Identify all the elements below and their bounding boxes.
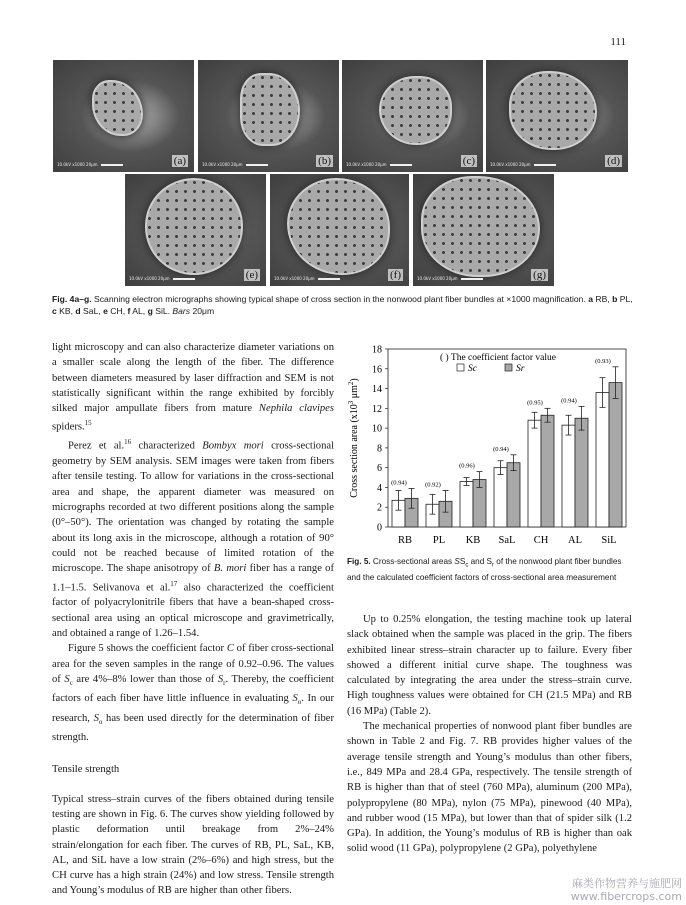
scale-bar xyxy=(173,278,195,280)
right-paragraph-1: Up to 0.25% elongation, the testing machine took up lateral slack obtained when the sample was placed in the grip. The fibers exhibited linear stress–strain character up to failure. Every fiber showed a different initial curve shape. The toughness was calculated by integrating the area under the stress–strain curve. High toughness values were obtained for CH (21.5 MPa) and RB (16 MPa) (Table 2). xyxy=(347,614,632,717)
micrograph-info: 10.0kV x1000 20μm xyxy=(129,276,170,281)
micrograph-label: (c) xyxy=(462,155,475,167)
scale-bar xyxy=(534,164,556,166)
scale-bar xyxy=(461,278,483,280)
watermark-url: www.fibercrops.com xyxy=(570,890,682,903)
x-category-label: AL xyxy=(568,535,582,546)
fiber-cross-section xyxy=(379,76,452,145)
micrograph-label: (d) xyxy=(607,155,620,167)
caption-panel-key: e CH, xyxy=(103,306,126,316)
micrograph-info: 10.0kV x1000 20μm xyxy=(274,276,315,281)
caption-panel-key: b PL, xyxy=(612,294,633,304)
caption-panel-key: a RB, xyxy=(588,294,610,304)
scale-bar xyxy=(246,164,268,166)
x-category-label: RB xyxy=(397,535,413,546)
legend-label: Sr xyxy=(516,364,525,374)
bar-Sr xyxy=(609,383,622,527)
micrograph-panel xyxy=(413,174,554,286)
fiber-cross-section xyxy=(92,80,143,136)
page-number: 111 xyxy=(610,36,626,48)
left-column xyxy=(52,340,334,899)
micrograph-label: (f) xyxy=(390,269,401,281)
y-tick-label: 4 xyxy=(377,482,382,494)
right-paragraph-2: The mechanical properties of nonwood plant fiber bundles are shown in Table 2 and Fig. 7. RB provides higher values of the average tensile strength and Young’s modulus than other fibers, i.e., 849 MPa and 28.4 GPa, respectively. The tensile strength of RB is higher than that of steel (760 MPa), aluminum (200 MPa), polypropylene (80 MPa), nylon (75 MPa), pinewood (40 MPa), and rubber wood (15 MPa), but lower than that of spider silk (1.2 GPa). In addition, the Young’s modulus of RB is higher than oak solid wood (11 GPa), polypropylene (2 GPa), polyethylene xyxy=(347,721,632,855)
micrograph-label: (a) xyxy=(173,155,186,167)
scale-bar xyxy=(318,278,340,280)
micrograph-label: (e) xyxy=(245,269,258,281)
figure4-caption-text: Scanning electron micrographs showing typical shape of cross section in the nonwood plant fiber bundles at ×1000 magnification. xyxy=(94,294,586,304)
y-tick-label: 12 xyxy=(372,403,382,415)
micrograph-panel xyxy=(125,174,266,286)
y-axis-label-part: Cross section area (x10 xyxy=(349,404,360,498)
y-tick-label: 0 xyxy=(377,522,382,534)
coefficient-label: (0.95) xyxy=(527,399,543,407)
micrograph-panel xyxy=(53,60,194,172)
coefficient-label: (0.94) xyxy=(561,397,577,405)
fiber-cross-section xyxy=(145,178,244,274)
fiber-cross-section xyxy=(421,176,539,277)
caption-panel-key: f AL, xyxy=(127,306,146,316)
right-column xyxy=(347,612,632,857)
caption-panel-key: c KB, xyxy=(52,306,74,316)
figure5-chart xyxy=(345,343,635,548)
y-tick-label: 16 xyxy=(372,364,382,376)
left-paragraph-1: light microscopy and can also characterize diameter variations on a smaller scale along the length of the fiber. The difference between diameters measured by laser diffraction and SEM is not statistically significant within the range exhibited by forcibly silked major ampullate fibers from mature Nephila clavipes spiders.$^{15}$ xyxy=(52,342,335,434)
figure4-caption-bars-value: 20μm xyxy=(192,306,215,316)
micrograph-label: (b) xyxy=(318,155,331,167)
micrograph-panel xyxy=(486,60,628,172)
bar-Sr xyxy=(507,463,520,527)
figure4-caption-label: Fig. 4a–g. xyxy=(52,294,92,304)
bar-Sc xyxy=(596,393,609,527)
x-category-label: SiL xyxy=(601,535,617,546)
watermark-cn: 麻类作物营养与施肥网 xyxy=(572,877,682,890)
y-tick-label: 2 xyxy=(377,502,382,514)
legend-swatch-Sr xyxy=(505,364,512,371)
fiber-cross-section xyxy=(240,73,299,146)
x-category-label: CH xyxy=(533,535,549,546)
watermark xyxy=(571,877,682,903)
bar-Sc xyxy=(528,420,541,527)
y-tick-label: 18 xyxy=(372,344,382,356)
y-tick-label: 10 xyxy=(372,423,382,435)
y-axis-label xyxy=(347,378,360,498)
coefficient-label: (0.93) xyxy=(595,357,611,365)
left-paragraph-4: Typical stress–strain curves of the fibers obtained during tensile testing are shown in Fig. 6. The curves show yielding followed by plastic deformation until breakage from 2%–24% strain/elongation for each fiber. The curves of RB, PL, SaL, KB, AL, and SiL have a low strain (2%–6%) and high stress, but the CH curve has a high strain (24%) and low stress. Tensile strength and Young’s modulus of RB are higher than other fibers. xyxy=(52,793,334,897)
y-axis-label-part: 2 xyxy=(347,381,355,386)
x-category-label: PL xyxy=(432,535,446,546)
figure4-caption xyxy=(52,293,636,317)
micrograph-panel xyxy=(198,60,339,172)
coefficient-label: (0.92) xyxy=(425,481,441,489)
micrograph-panel xyxy=(270,174,409,286)
bar-Sc xyxy=(494,468,507,527)
caption-panel-key: d SaL, xyxy=(75,306,101,316)
scale-bar xyxy=(101,164,123,166)
micrograph-info: 10.0kV x1000 20μm xyxy=(346,162,387,167)
y-axis-label-part: ) xyxy=(349,378,360,382)
y-tick-label: 14 xyxy=(372,384,382,396)
left-paragraph-3: Figure 5 shows the coefficient factor C of fiber cross-sectional area for the seven samples in the range of 0.92–0.96. The values of $S_c$ are 4%–8% lower than those of $S_r$. Thereby, the coefficient factors of each fiber have little influence in evaluating $S_o$. In our research, $S_o$ has been used directly for the determination of fiber strength. xyxy=(52,643,334,744)
scale-bar xyxy=(390,164,412,166)
bar-Sr xyxy=(541,415,554,527)
y-axis-label-part: μm xyxy=(349,385,360,401)
y-tick-label: 8 xyxy=(377,443,382,455)
bar-Sr xyxy=(575,418,588,527)
micrograph-label: (g) xyxy=(533,269,546,281)
micrograph-panel xyxy=(342,60,483,172)
section-heading-tensile-strength: Tensile strength xyxy=(52,764,120,776)
legend-title: ( ) The coefficient factor value xyxy=(440,353,556,363)
coefficient-label: (0.94) xyxy=(493,445,509,453)
x-category-label: SaL xyxy=(498,535,516,546)
legend-label: Sc xyxy=(468,364,477,374)
coefficient-label: (0.96) xyxy=(459,462,475,470)
legend-swatch-Sc xyxy=(457,364,464,371)
figure4-caption-bars: Bars xyxy=(172,306,191,316)
coefficient-label: (0.94) xyxy=(391,479,407,487)
caption-panel-key: g SiL. xyxy=(147,306,171,316)
bar-Sc xyxy=(562,425,575,527)
y-axis-label-part: 3 xyxy=(347,400,355,405)
micrograph-info: 10.0kV x1000 20μm xyxy=(417,276,458,281)
micrograph-info: 10.0kV x1000 20μm xyxy=(490,162,531,167)
x-category-label: KB xyxy=(465,535,481,546)
y-tick-label: 6 xyxy=(377,463,382,475)
left-paragraph-2: Perez et al.$^{16}$ characterized Bombyx mori cross-sectional geometry by SEM analysis. SEM images were taken from fibers after tensile testing. To allow for variations in the cross-sectional area and shape, the apparent diameter was measured on micrographs recorded at two different positions along the sample (0°–50°). The orientation was changed by rotating the sample about its long axis in the microscope, although a rotation of 90° could not be reached because of limited rotation of the microscope. The shape anisotropy of B. mori fiber has a range of 1.1–1.5. Selivanova et al.$^{17}$ also characterized the coefficient factor of polyacrylonitrile fibers that have a bean-shaped cross-sectional area using an optical microscope and gravimetrically, and obtained a range of 1.26–1.54. xyxy=(52,438,335,639)
micrograph-info: 10.0kV x1000 20μm xyxy=(202,162,243,167)
bar-Sc xyxy=(460,482,473,527)
fiber-cross-section xyxy=(287,178,390,274)
figure5-caption: Fig. 5. Cross-sectional areas $SS_c$ and $S_r$ of the nonwood plant fiber bundles and the calculated coefficient factors of cross-sectional area measurement xyxy=(347,557,622,582)
fiber-cross-section xyxy=(509,71,597,149)
micrograph-info: 10.0kV x1000 20μm xyxy=(57,162,98,167)
